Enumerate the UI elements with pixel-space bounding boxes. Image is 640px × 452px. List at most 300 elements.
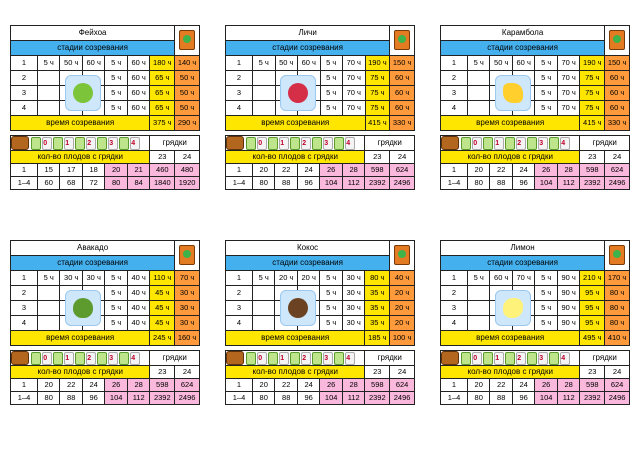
stage-digit: 4 xyxy=(345,352,355,365)
stage-time xyxy=(253,71,276,86)
count-row xyxy=(226,164,415,177)
stage-time: 70 ч xyxy=(557,86,579,101)
ripening-time-total: 415 ч xyxy=(580,116,605,131)
stage-time: 5 ч xyxy=(252,271,274,286)
stage-time: 5 ч xyxy=(105,56,127,71)
count-cell: 24 xyxy=(297,164,319,177)
stage-time xyxy=(252,316,274,331)
count-cell: 28 xyxy=(342,379,365,392)
beds-value: 23 xyxy=(365,151,390,164)
ripening-time-boost: 330 ч xyxy=(605,116,630,131)
stage-total-boost: 30 ч xyxy=(175,316,200,331)
stage-row xyxy=(441,286,630,301)
stage-square-icon xyxy=(334,352,344,365)
stage-total: 35 ч xyxy=(365,316,390,331)
fruit-count-label: кол-во плодов с грядки xyxy=(11,151,150,164)
beds-label: грядки xyxy=(150,136,200,151)
stage-number: 1 xyxy=(11,271,38,286)
stage-strip xyxy=(226,351,365,366)
fruit-count-label: кол-во плодов с грядки xyxy=(226,151,365,164)
stage-square-icon xyxy=(53,352,63,365)
stage-time xyxy=(253,86,276,101)
stage-time: 70 ч xyxy=(343,56,366,71)
stage-number: 3 xyxy=(441,301,468,316)
count-cell: 624 xyxy=(390,164,415,177)
stage-square-icon xyxy=(505,137,515,150)
count-cell: 15 xyxy=(37,164,59,177)
stage-row xyxy=(11,271,200,286)
stage-digit: 1 xyxy=(279,137,289,150)
count-cell: 22 xyxy=(490,379,512,392)
count-cell: 1 xyxy=(226,164,253,177)
stage-total-boost: 60 ч xyxy=(605,71,630,86)
stage-time: 5 ч xyxy=(467,271,489,286)
stage-time: 50 ч xyxy=(490,56,512,71)
stage-row xyxy=(441,271,630,286)
stage-square-icon xyxy=(483,137,493,150)
beds-value: 24 xyxy=(390,366,415,379)
count-row xyxy=(226,392,415,405)
stage-number: 2 xyxy=(441,71,468,86)
count-cell: 20 xyxy=(252,164,274,177)
stage-number: 2 xyxy=(441,286,468,301)
stage-square-icon xyxy=(97,137,107,150)
stage-time: 5 ч xyxy=(105,101,127,116)
fruit-title: Кокос xyxy=(226,241,390,256)
stage-digit: 3 xyxy=(538,137,548,150)
stage-total-boost: 30 ч xyxy=(175,301,200,316)
stage-square-icon xyxy=(527,137,537,150)
count-cell: 84 xyxy=(127,177,150,190)
stage-time: 5 ч xyxy=(535,316,557,331)
count-row xyxy=(226,177,415,190)
count-cell: 112 xyxy=(127,392,150,405)
yield-table xyxy=(10,135,200,190)
ripening-time-total: 415 ч xyxy=(365,116,390,131)
count-cell: 2392 xyxy=(365,177,390,190)
stage-total: 35 ч xyxy=(365,286,390,301)
stage-time: 5 ч xyxy=(320,271,342,286)
fruit-card xyxy=(440,240,630,405)
stage-digit: 3 xyxy=(323,137,333,150)
stages-header: стадии созревания xyxy=(11,41,175,56)
stage-row xyxy=(11,56,200,71)
fruit-count-label: кол-во плодов с грядки xyxy=(11,366,150,379)
stage-time: 5 ч xyxy=(320,286,342,301)
fruit-count-label: кол-во плодов с грядки xyxy=(441,366,580,379)
stage-time: 70 ч xyxy=(343,86,366,101)
count-cell: 72 xyxy=(82,177,104,190)
stage-total: 75 ч xyxy=(365,71,390,86)
stage-number: 4 xyxy=(11,101,38,116)
count-cell: 598 xyxy=(365,379,390,392)
stage-square-icon xyxy=(334,137,344,150)
stage-total-boost: 60 ч xyxy=(390,71,415,86)
count-cell: 2392 xyxy=(580,177,605,190)
count-cell: 22 xyxy=(490,164,512,177)
count-cell: 80 xyxy=(105,177,127,190)
stage-square-icon xyxy=(461,352,471,365)
stage-total: 110 ч xyxy=(150,271,175,286)
book-icon xyxy=(605,241,630,271)
ripening-time-label: время созревания xyxy=(11,116,150,131)
count-cell: 88 xyxy=(275,177,297,190)
stage-total: 190 ч xyxy=(580,56,605,71)
count-cell: 1–4 xyxy=(11,177,38,190)
count-cell: 20 xyxy=(467,379,489,392)
count-cell: 26 xyxy=(535,379,557,392)
yield-table xyxy=(440,135,630,190)
stage-total-boost: 150 ч xyxy=(390,56,415,71)
stage-total-boost: 60 ч xyxy=(605,101,630,116)
carambola-icon xyxy=(495,75,531,111)
count-cell: 88 xyxy=(275,392,297,405)
stage-row xyxy=(226,86,415,101)
stage-row xyxy=(226,71,415,86)
fruit-title: Лимон xyxy=(441,241,605,256)
stage-total: 210 ч xyxy=(580,271,605,286)
chest-icon xyxy=(11,351,29,365)
beds-value: 23 xyxy=(150,366,175,379)
stage-digit: 2 xyxy=(86,352,96,365)
count-cell: 480 xyxy=(175,164,200,177)
count-cell: 598 xyxy=(365,164,390,177)
count-cell: 26 xyxy=(105,379,127,392)
stage-time xyxy=(253,101,276,116)
stage-digit: 3 xyxy=(538,352,548,365)
stages-header: стадии созревания xyxy=(226,41,390,56)
stage-square-icon xyxy=(290,352,300,365)
stage-square-icon xyxy=(97,352,107,365)
stage-row xyxy=(226,101,415,116)
count-row xyxy=(441,379,630,392)
feijoa-icon xyxy=(65,75,101,111)
count-cell: 104 xyxy=(320,177,342,190)
book-icon xyxy=(390,241,415,271)
stage-square-icon xyxy=(53,137,63,150)
stage-time: 90 ч xyxy=(557,286,579,301)
beds-value: 24 xyxy=(605,151,630,164)
stage-digit: 4 xyxy=(345,137,355,150)
count-cell: 112 xyxy=(557,177,580,190)
stage-time: 70 ч xyxy=(557,71,579,86)
stage-row xyxy=(11,86,200,101)
count-cell: 22 xyxy=(275,164,297,177)
count-cell: 2496 xyxy=(390,392,415,405)
stage-time: 5 ч xyxy=(535,56,557,71)
stage-digit: 1 xyxy=(494,352,504,365)
stage-total: 180 ч xyxy=(150,56,175,71)
stage-row xyxy=(441,301,630,316)
stage-total-boost: 50 ч xyxy=(175,71,200,86)
stage-total: 95 ч xyxy=(580,316,605,331)
count-row xyxy=(11,177,200,190)
yield-table xyxy=(225,135,415,190)
count-cell: 24 xyxy=(512,379,534,392)
beds-label: грядки xyxy=(150,351,200,366)
stage-time: 20 ч xyxy=(275,271,297,286)
count-cell: 104 xyxy=(535,392,557,405)
stage-digit: 0 xyxy=(42,352,52,365)
ripening-time-total: 375 ч xyxy=(150,116,175,131)
stage-digit: 1 xyxy=(64,352,74,365)
stage-time: 5 ч xyxy=(105,71,127,86)
stage-time: 60 ч xyxy=(298,56,321,71)
count-cell: 80 xyxy=(467,392,489,405)
count-cell: 1–4 xyxy=(441,177,468,190)
stage-digit: 4 xyxy=(130,352,140,365)
count-cell: 624 xyxy=(390,379,415,392)
count-cell: 1–4 xyxy=(441,392,468,405)
stage-square-icon xyxy=(312,352,322,365)
stage-total: 190 ч xyxy=(365,56,390,71)
count-cell: 1 xyxy=(11,379,38,392)
stage-time xyxy=(467,316,489,331)
count-cell: 20 xyxy=(252,379,274,392)
stage-time: 5 ч xyxy=(105,86,127,101)
count-cell: 24 xyxy=(297,379,319,392)
count-cell: 96 xyxy=(512,177,534,190)
count-cell: 96 xyxy=(82,392,104,405)
stage-square-icon xyxy=(483,352,493,365)
stage-square-icon xyxy=(527,352,537,365)
count-cell: 26 xyxy=(320,379,342,392)
fruit-card xyxy=(225,25,415,190)
count-cell: 20 xyxy=(467,164,489,177)
stage-row xyxy=(441,86,630,101)
stage-row xyxy=(11,71,200,86)
stage-time: 60 ч xyxy=(127,86,149,101)
ripening-time-total: 185 ч xyxy=(365,331,390,346)
stage-total: 65 ч xyxy=(150,86,175,101)
fruit-count-label: кол-во плодов с грядки xyxy=(226,366,365,379)
stage-digit: 1 xyxy=(494,137,504,150)
beds-value: 24 xyxy=(390,151,415,164)
ripening-time-label: время созревания xyxy=(226,116,366,131)
coconut-icon xyxy=(280,290,316,326)
stage-time xyxy=(467,71,489,86)
stage-time: 5 ч xyxy=(105,286,127,301)
count-cell: 1 xyxy=(226,379,253,392)
stage-square-icon xyxy=(31,352,41,365)
stage-time: 60 ч xyxy=(490,271,512,286)
stage-number: 1 xyxy=(441,271,468,286)
beds-label: грядки xyxy=(580,351,630,366)
stage-time: 70 ч xyxy=(512,271,534,286)
count-cell: 26 xyxy=(320,164,342,177)
count-cell: 28 xyxy=(557,164,580,177)
stage-row xyxy=(11,316,200,331)
count-cell: 68 xyxy=(60,177,82,190)
stage-time: 30 ч xyxy=(342,301,364,316)
stage-strip xyxy=(11,351,150,366)
stages-header: стадии созревания xyxy=(441,41,605,56)
stage-digit: 1 xyxy=(64,137,74,150)
ripening-table xyxy=(225,240,415,346)
stage-time: 60 ч xyxy=(127,56,149,71)
stage-time: 5 ч xyxy=(320,71,343,86)
stage-strip xyxy=(11,136,150,151)
count-cell: 96 xyxy=(297,177,319,190)
stage-digit: 0 xyxy=(257,352,267,365)
stage-row xyxy=(441,101,630,116)
count-cell: 24 xyxy=(512,164,534,177)
stage-total: 45 ч xyxy=(150,301,175,316)
beds-value: 23 xyxy=(580,366,605,379)
book-icon xyxy=(175,241,200,271)
count-cell: 2392 xyxy=(150,392,175,405)
yield-table xyxy=(225,350,415,405)
stage-digit: 3 xyxy=(323,352,333,365)
ripening-table xyxy=(440,240,630,346)
count-cell: 1–4 xyxy=(11,392,38,405)
stage-total-boost: 30 ч xyxy=(175,286,200,301)
count-cell: 1840 xyxy=(150,177,175,190)
stage-total: 45 ч xyxy=(150,286,175,301)
stage-number: 1 xyxy=(226,271,253,286)
stage-time: 5 ч xyxy=(320,56,343,71)
stage-time xyxy=(37,86,59,101)
stage-row xyxy=(11,101,200,116)
count-cell: 598 xyxy=(580,379,605,392)
stage-time: 5 ч xyxy=(320,301,342,316)
count-cell: 80 xyxy=(37,392,59,405)
stage-digit: 4 xyxy=(560,137,570,150)
count-cell: 28 xyxy=(557,379,580,392)
stage-square-icon xyxy=(75,352,85,365)
stage-time xyxy=(37,301,59,316)
stage-digit: 2 xyxy=(301,137,311,150)
stage-time xyxy=(467,286,489,301)
stage-square-icon xyxy=(268,137,278,150)
stage-total-boost: 20 ч xyxy=(390,286,415,301)
stage-time: 90 ч xyxy=(557,316,579,331)
stage-time: 5 ч xyxy=(37,56,59,71)
stage-time: 40 ч xyxy=(127,286,149,301)
count-cell: 112 xyxy=(342,177,365,190)
stage-total-boost: 20 ч xyxy=(390,301,415,316)
stage-digit: 2 xyxy=(516,352,526,365)
stage-number: 3 xyxy=(226,301,253,316)
stage-total: 75 ч xyxy=(580,86,605,101)
ripening-table xyxy=(10,25,200,131)
stage-time: 50 ч xyxy=(275,56,298,71)
stage-total: 65 ч xyxy=(150,101,175,116)
chest-icon xyxy=(226,136,244,150)
stage-digit: 3 xyxy=(108,352,118,365)
stage-total: 75 ч xyxy=(365,86,390,101)
count-cell: 112 xyxy=(557,392,580,405)
ripening-time-boost: 410 ч xyxy=(605,331,630,346)
stage-total-boost: 60 ч xyxy=(605,86,630,101)
fruit-title: Карамбола xyxy=(441,26,605,41)
stage-total-boost: 40 ч xyxy=(390,271,415,286)
avocado-icon xyxy=(65,290,101,326)
stage-time: 60 ч xyxy=(512,56,534,71)
stage-number: 3 xyxy=(11,301,38,316)
stage-number: 3 xyxy=(11,86,38,101)
count-cell: 2496 xyxy=(175,392,200,405)
stage-time: 5 ч xyxy=(535,86,557,101)
stage-square-icon xyxy=(31,137,41,150)
stage-strip xyxy=(441,136,580,151)
stage-time: 5 ч xyxy=(37,271,59,286)
chest-icon xyxy=(441,351,459,365)
stage-total-boost: 20 ч xyxy=(390,316,415,331)
stage-row xyxy=(226,271,415,286)
stage-total: 95 ч xyxy=(580,286,605,301)
ripening-time-label: время созревания xyxy=(11,331,150,346)
yield-table xyxy=(440,350,630,405)
stage-time: 40 ч xyxy=(127,301,149,316)
beds-label: грядки xyxy=(580,136,630,151)
stages-header: стадии созревания xyxy=(441,256,605,271)
stage-number: 2 xyxy=(11,71,38,86)
stage-time: 70 ч xyxy=(557,56,579,71)
stage-number: 3 xyxy=(226,86,253,101)
stage-total-boost: 50 ч xyxy=(175,86,200,101)
count-cell: 28 xyxy=(127,379,150,392)
stage-number: 4 xyxy=(226,316,253,331)
fruit-title: Личи xyxy=(226,26,390,41)
book-icon xyxy=(605,26,630,56)
stage-time: 5 ч xyxy=(320,101,343,116)
count-cell: 2496 xyxy=(390,177,415,190)
stage-total: 35 ч xyxy=(365,301,390,316)
stage-time xyxy=(37,101,59,116)
ripening-time-total: 495 ч xyxy=(580,331,605,346)
count-row xyxy=(11,379,200,392)
stage-total-boost: 80 ч xyxy=(605,301,630,316)
count-cell: 20 xyxy=(37,379,59,392)
stage-digit: 4 xyxy=(130,137,140,150)
stage-total-boost: 60 ч xyxy=(390,86,415,101)
stage-time: 60 ч xyxy=(127,101,149,116)
count-cell: 2496 xyxy=(605,392,630,405)
stage-time xyxy=(467,86,489,101)
stage-time: 5 ч xyxy=(535,301,557,316)
stage-strip xyxy=(441,351,580,366)
count-cell: 20 xyxy=(105,164,127,177)
count-cell: 624 xyxy=(175,379,200,392)
stage-time xyxy=(252,301,274,316)
stage-time: 50 ч xyxy=(60,56,82,71)
stage-time: 40 ч xyxy=(127,316,149,331)
ripening-time-boost: 290 ч xyxy=(175,116,200,131)
stage-time: 30 ч xyxy=(342,271,364,286)
stage-square-icon xyxy=(461,137,471,150)
count-cell: 22 xyxy=(60,379,82,392)
count-cell: 598 xyxy=(150,379,175,392)
count-row xyxy=(11,164,200,177)
stage-row xyxy=(226,301,415,316)
lemon-icon xyxy=(495,290,531,326)
stage-time xyxy=(252,286,274,301)
stage-time: 5 ч xyxy=(253,56,276,71)
stage-time: 40 ч xyxy=(127,271,149,286)
stage-number: 4 xyxy=(441,101,468,116)
count-cell: 24 xyxy=(82,379,104,392)
count-row xyxy=(226,379,415,392)
fruit-card xyxy=(10,25,200,190)
stage-square-icon xyxy=(246,137,256,150)
stages-header: стадии созревания xyxy=(226,256,390,271)
stage-digit: 3 xyxy=(108,137,118,150)
ripening-time-total: 245 ч xyxy=(150,331,175,346)
stage-time: 90 ч xyxy=(557,271,579,286)
count-cell: 88 xyxy=(490,392,512,405)
stage-total-boost: 170 ч xyxy=(605,271,630,286)
